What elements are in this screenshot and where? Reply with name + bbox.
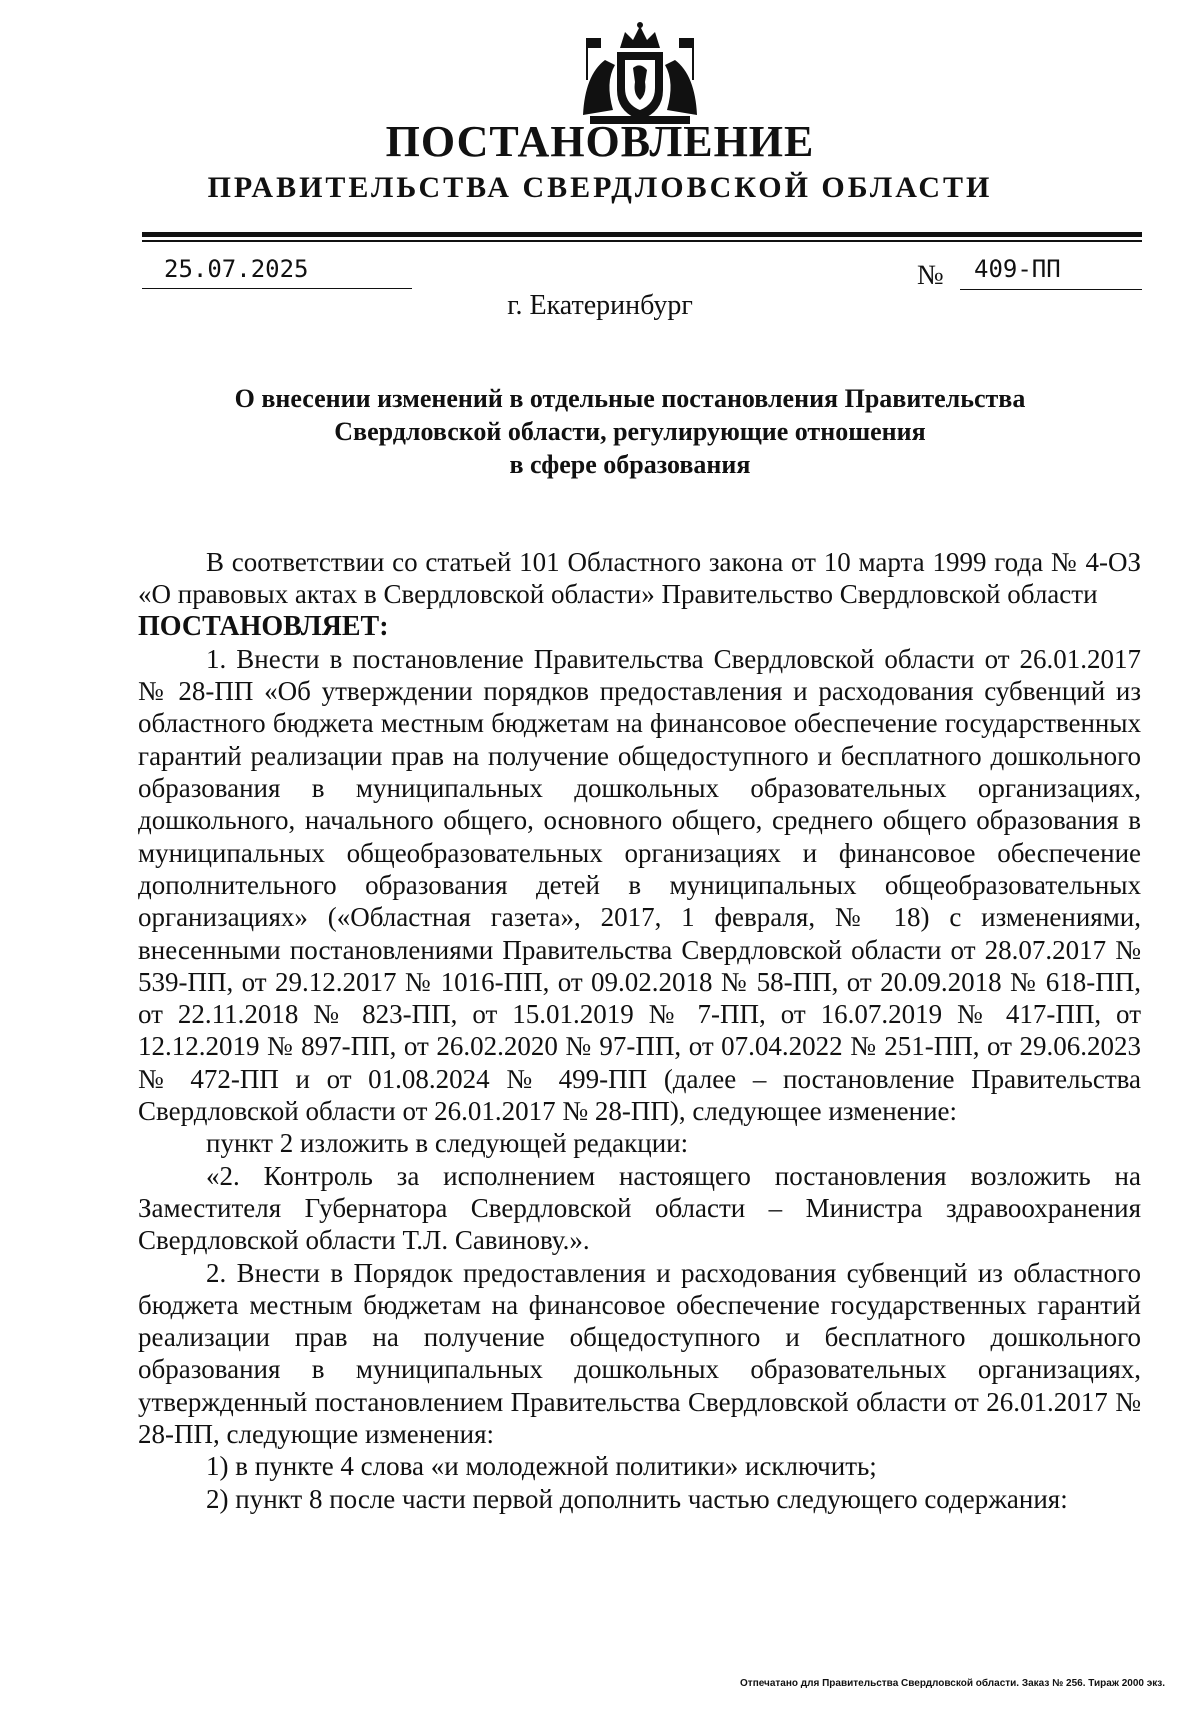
paragraph-2-item-2: 2) пункт 8 после части первой дополнить частью следующего содержания:	[206, 1483, 1068, 1514]
coat-of-arms-sverdlovsk-icon	[575, 20, 705, 130]
document-heading	[190, 382, 1070, 481]
preamble-paragraph: В соответствии со статьей 101 Областного закона от 10 марта 1999 года № 4-ОЗ «О правовых актах в Свердловской области» Правительство Свердловской области	[138, 547, 1141, 610]
document-body	[138, 546, 1141, 1515]
document-city: г. Екатеринбург	[507, 290, 693, 321]
document-date: 25.07.2025	[142, 253, 412, 289]
paragraph-1-quote: «2. Контроль за исполнением настоящего постановления возложить на Заместителя Губернатора Свердловской области – Министра здравоохранения Свердловской области Т.Л. Савинову.».	[138, 1160, 1141, 1256]
paragraph-2: 2. Внести в Порядок предоставления и расходования субвенций из областного бюджета местным бюджетам на финансовое обеспечение государственных гарантий реализации прав на получение общедоступного и бесплатного дошкольного образования в муниципальных дошкольных образовательных организациях, утвержденный постановлением Правительства Свердловской области от 26.01.2017 № 28-ПП, следующие изменения:	[138, 1257, 1141, 1450]
print-note: Отпечатано для Правительства Свердловской области. Заказ № 256. Тираж 2000 экз.	[740, 1678, 1165, 1689]
heading-line: Свердловской области, регулирующие отношения	[334, 417, 926, 446]
header-divider-thick	[142, 232, 1142, 237]
number-label: №	[917, 260, 944, 291]
paragraph-1-sub: пункт 2 изложить в следующей редакции:	[206, 1128, 689, 1159]
header-divider-thin	[142, 240, 1142, 242]
heading-line: в сфере образования	[509, 450, 751, 479]
paragraph-1: 1. Внести в постановление Правительства Свердловской области от 26.01.2017 № 28-ПП «Об утверждении порядков предоставления и расходования субвенций из областного бюджета местным бюджетам на финансовое обеспечение государственных гарантий реализации прав на получение общедоступного и бесплатного дошкольного образования в муниципальных дошкольных образовательных организациях, дошкольного, начального общего, основного общего, среднего общего образования в муниципальных общеобразовательных организациях и финансовое обеспечение дополнительного образования детей в муниципальных общеобразовательных организациях» («Областная газета», 2017, 1 февраля, № 18) с изменениями, внесенными постановлениями Правительства Свердловской области от 28.07.2017 № 539-ПП, от 29.12.2017 № 1016-ПП, от 09.02.2018 № 58-ПП, от 20.09.2018 № 618-ПП, от 22.11.2018 № 823-ПП, от 15.01.2019 № 7-ПП, от 16.07.2019 № 417-ПП, от 12.12.2019 № 897-ПП, от 26.02.2020 № 97-ПП, от 07.04.2022 № 251-ПП, от 29.06.2023 № 472-ПП и от 01.08.2024 № 499-ПП (далее – постановление Правительства Свердловской области от 26.01.2017 № 28-ПП), следующее изменение:	[138, 643, 1141, 1127]
document-number: 409-ПП	[960, 253, 1142, 290]
heading-line: О внесении изменений в отдельные постановления Правительства	[234, 384, 1026, 413]
decree-word: ПОСТАНОВЛЯЕТ:	[138, 610, 389, 642]
paragraph-2-item-1: 1) в пункте 4 слова «и молодежной политики» исключить;	[206, 1451, 877, 1482]
document-title: ПОСТАНОВЛЕНИЕ	[385, 117, 815, 166]
document-subtitle: ПРАВИТЕЛЬСТВА СВЕРДЛОВСКОЙ ОБЛАСТИ	[207, 171, 993, 204]
